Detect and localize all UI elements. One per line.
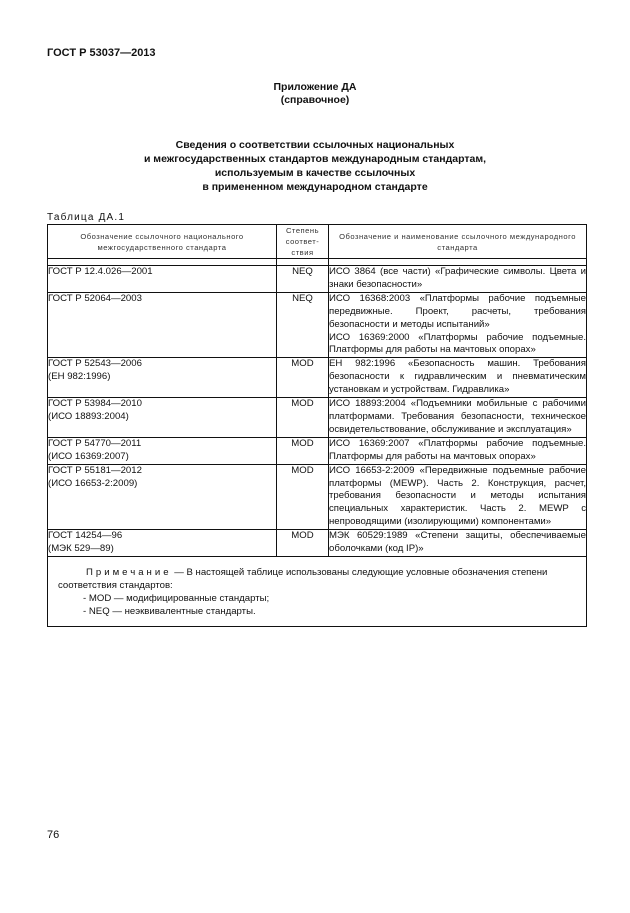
table-row xyxy=(48,530,587,557)
header-degree: Степень соответ-ствия xyxy=(277,225,329,259)
correspondence-table xyxy=(47,224,587,627)
appendix-type: (справочное) xyxy=(280,94,350,106)
header-national-standard: Обозначение ссылочного национального межгосударственного стандарта xyxy=(48,225,277,259)
cell-degree: NEQ xyxy=(277,292,329,358)
title-line: и межгосударственных стандартов международным стандартам, xyxy=(143,153,487,165)
title-line: используемым в качестве ссылочных xyxy=(214,167,416,179)
table-row xyxy=(48,266,587,293)
note-body: — В настоящей таблице использованы следующие условные обозначения степени соответствия стандартов: xyxy=(58,566,548,591)
table-row xyxy=(48,464,587,530)
table-row xyxy=(48,358,587,398)
title-line: Сведения о соответствии ссылочных национальных xyxy=(175,139,455,151)
appendix-label: Приложение ДА xyxy=(273,81,357,93)
table-note-row xyxy=(48,556,587,626)
table-caption: Таблица ДА.1 xyxy=(47,212,126,223)
document-header: ГОСТ Р 53037—2013 xyxy=(47,47,156,59)
cell-degree: MOD xyxy=(277,464,329,530)
cell-degree: MOD xyxy=(277,398,329,438)
table-row xyxy=(48,437,587,464)
table-note xyxy=(48,556,587,626)
header-international-standard: Обозначение и наименование ссылочного международного стандарта xyxy=(329,225,587,259)
cell-national: ГОСТ Р 55181—2012 (ИСО 16653-2:2009) xyxy=(48,464,277,530)
table-row xyxy=(48,398,587,438)
cell-international: ИСО 16369:2007 «Платформы рабочие подъемные. Платформы для работы на мачтовых опорах» xyxy=(329,437,587,464)
appendix-heading xyxy=(0,81,630,107)
cell-degree: MOD xyxy=(277,437,329,464)
cell-degree: NEQ xyxy=(277,266,329,293)
cell-national: ГОСТ Р 52543—2006 (ЕН 982:1996) xyxy=(48,358,277,398)
cell-international: ИСО 18893:2004 «Подъемники мобильные с рабочими платформами. Требования безопасности, техническое освидетельствование, обслуживание и эксплуатация» xyxy=(329,398,587,438)
cell-national: ГОСТ 14254—96 (МЭК 529—89) xyxy=(48,530,277,557)
note-item: - NEQ — неэквивалентные стандарты. xyxy=(83,605,256,617)
cell-national: ГОСТ Р 53984—2010 (ИСО 18893:2004) xyxy=(48,398,277,438)
cell-degree: MOD xyxy=(277,530,329,557)
cell-degree: MOD xyxy=(277,358,329,398)
title-line: в примененном международном стандарте xyxy=(202,181,428,193)
cell-international: МЭК 60529:1989 «Степени защиты, обеспечиваемые оболочками (код IP)» xyxy=(329,530,587,557)
table-header-row xyxy=(48,225,587,259)
cell-international: ИСО 3864 (все части) «Графические символы. Цвета и знаки безопасности» xyxy=(329,266,587,293)
cell-international: ИСО 16368:2003 «Платформы рабочие подъемные передвижные. Проект, расчеты, требования безопасности и методы испытаний» ИСО 16369:2000 «Платформы рабочие подъемные. Платформы для работы на мачтовых опорах» xyxy=(329,292,587,358)
cell-international: ИСО 16653-2:2009 «Передвижные подъемные рабочие платформы (MEWP). Часть 2. Конструкция, расчет, требования безопасности и методы испытания специальных характеристик. Часть 2. MEWP с непроводящими (изолирующими) компонентами» xyxy=(329,464,587,530)
note-text xyxy=(58,566,580,592)
note-item: - MOD — модифицированные стандарты; xyxy=(83,592,270,604)
cell-national: ГОСТ Р 54770—2011 (ИСО 16369:2007) xyxy=(48,437,277,464)
appendix-title xyxy=(0,138,630,194)
header-gap-row xyxy=(48,259,587,266)
table-row xyxy=(48,292,587,358)
note-label: Примечание xyxy=(86,566,172,578)
cell-national: ГОСТ Р 52064—2003 xyxy=(48,292,277,358)
cell-national: ГОСТ Р 12.4.026—2001 xyxy=(48,266,277,293)
cell-international: ЕН 982:1996 «Безопасность машин. Требования безопасности к гидравлическим и пневматическим установкам и устройствам. Гидравлика» xyxy=(329,358,587,398)
page-number: 76 xyxy=(47,829,60,841)
